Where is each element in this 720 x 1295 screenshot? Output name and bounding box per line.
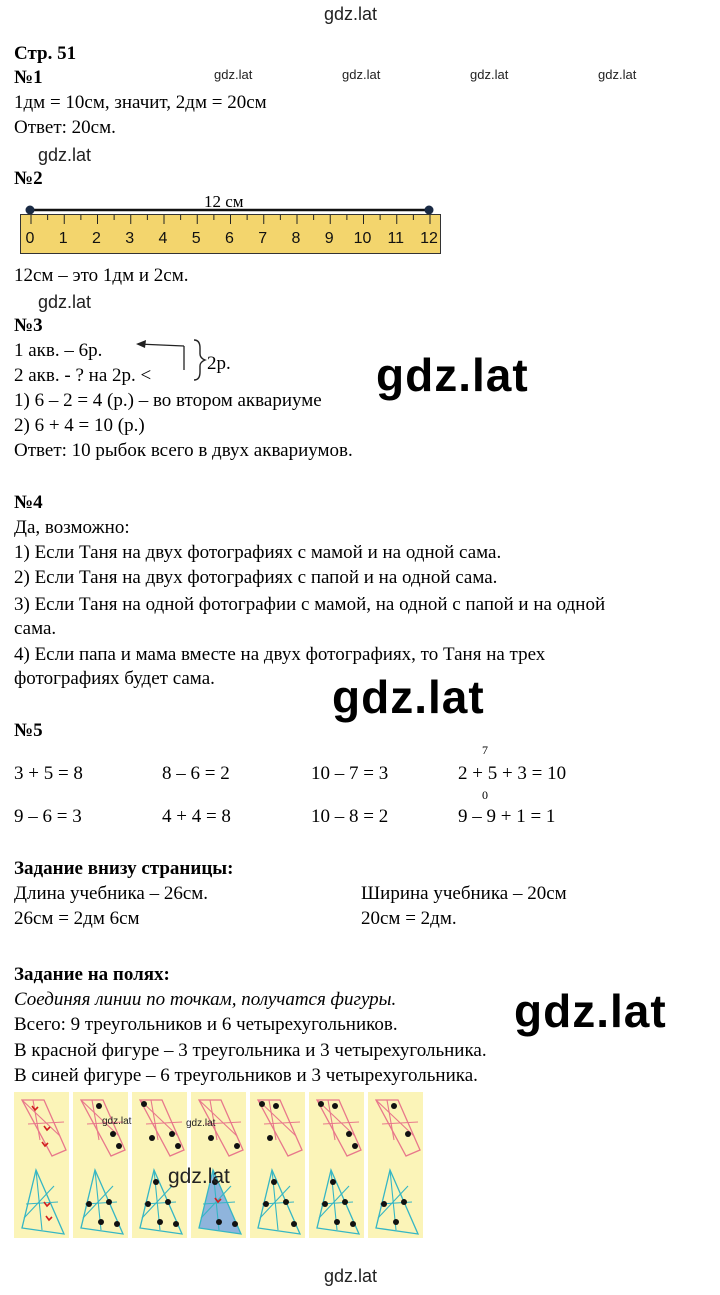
task5-note: 0 xyxy=(482,788,488,802)
comparison-arrow xyxy=(134,336,214,382)
task3-line1: 1 акв. – 6р. xyxy=(14,340,103,361)
ruler-caption: 12 см xyxy=(204,192,244,211)
watermark-top: gdz.lat xyxy=(324,4,378,24)
ruler-tick-label: 7 xyxy=(258,230,268,247)
task3-step1: 1) 6 – 2 = 4 (р.) – во втором аквариуме xyxy=(14,390,322,411)
point xyxy=(393,1219,399,1225)
bottom-task-line: Длина учебника – 26см. xyxy=(14,883,209,904)
point xyxy=(149,1135,155,1141)
margin-task-title: Задание на полях: xyxy=(14,964,170,985)
point xyxy=(267,1135,273,1141)
bottom-task-title: Задание внизу страницы: xyxy=(14,858,234,879)
tile-background xyxy=(14,1092,69,1238)
task4-line: 4) Если папа и мама вместе на двух фотографиях, то Таня на трех xyxy=(14,644,546,665)
task3-step2: 2) 6 + 4 = 10 (р.) xyxy=(14,415,145,436)
point xyxy=(271,1179,277,1185)
point xyxy=(318,1101,324,1107)
page-label: Стр. 51 xyxy=(14,43,77,64)
point xyxy=(273,1103,279,1109)
figure-tile xyxy=(368,1092,423,1238)
watermark: gdz.lat xyxy=(342,67,381,82)
ruler-tick-label: 11 xyxy=(387,230,405,247)
tile-background xyxy=(250,1092,305,1238)
watermark: gdz.lat xyxy=(38,292,92,312)
point xyxy=(291,1221,297,1227)
point xyxy=(391,1103,397,1109)
figure-tile xyxy=(14,1092,69,1238)
task1-line: 1дм = 10см, значит, 2дм = 20см xyxy=(14,92,267,113)
ruler-tick-label: 5 xyxy=(191,230,201,247)
task5-note: 7 xyxy=(482,743,488,757)
watermark: gdz.lat xyxy=(102,1116,132,1127)
ruler-tick-label: 8 xyxy=(291,230,301,247)
watermark: gdz.lat xyxy=(168,1165,230,1188)
point xyxy=(86,1201,92,1207)
ruler-tick-label: 2 xyxy=(92,230,101,247)
task4-line: 2) Если Таня на двух фотографиях с папой и на одной сама. xyxy=(14,567,498,588)
margin-task-line: Всего: 9 треугольников и 6 четырехугольников. xyxy=(14,1014,398,1035)
bottom-task-line: 26см = 2дм 6см xyxy=(14,908,140,929)
point xyxy=(352,1143,358,1149)
equation: 9 – 6 = 3 xyxy=(14,806,82,827)
task4-line: 1) Если Таня на двух фотографиях с мамой и на одной сама. xyxy=(14,542,502,563)
figure-tile xyxy=(250,1092,305,1238)
task4-line: Да, возможно: xyxy=(14,517,130,538)
point xyxy=(216,1219,222,1225)
point xyxy=(141,1101,147,1107)
task4-line: фотографиях будет сама. xyxy=(14,668,215,689)
watermark-large: gdz.lat xyxy=(332,671,485,723)
point xyxy=(283,1199,289,1205)
task2-line: 12см – это 1дм и 2см. xyxy=(14,265,189,286)
watermark-bottom: gdz.lat xyxy=(324,1266,378,1286)
task1-answer: Ответ: 20см. xyxy=(14,117,116,138)
point xyxy=(322,1201,328,1207)
equation: 9 – 9 + 1 = 1 xyxy=(458,806,556,827)
equation: 4 + 4 = 8 xyxy=(162,806,231,827)
bottom-task-line: 20см = 2дм. xyxy=(361,908,457,929)
bottom-task-line: Ширина учебника – 20см xyxy=(361,883,567,904)
ruler-tick-label: 10 xyxy=(353,230,372,247)
point xyxy=(153,1179,159,1185)
point xyxy=(381,1201,387,1207)
watermark: gdz.lat xyxy=(214,67,253,82)
equation: 3 + 5 = 8 xyxy=(14,763,83,784)
task5-title: №5 xyxy=(14,720,43,741)
point xyxy=(169,1131,175,1137)
point xyxy=(114,1221,120,1227)
point xyxy=(110,1131,116,1137)
task2-title: №2 xyxy=(14,168,43,189)
equation: 2 + 5 + 3 = 10 xyxy=(458,763,567,784)
tile-background xyxy=(309,1092,364,1238)
figure-tile xyxy=(309,1092,364,1238)
point xyxy=(208,1135,214,1141)
watermark-large: gdz.lat xyxy=(514,985,667,1037)
point xyxy=(116,1143,122,1149)
point xyxy=(232,1221,238,1227)
point xyxy=(157,1219,163,1225)
task1-title: №1 xyxy=(14,67,43,88)
equation: 8 – 6 = 2 xyxy=(162,763,230,784)
ruler-tick-label: 3 xyxy=(125,230,135,247)
ruler-tick-label: 12 xyxy=(420,230,438,247)
margin-task-line: В красной фигуре – 3 треугольника и 3 четырехугольника. xyxy=(14,1040,487,1061)
point xyxy=(334,1219,340,1225)
point xyxy=(405,1131,411,1137)
point xyxy=(173,1221,179,1227)
point xyxy=(401,1199,407,1205)
point xyxy=(175,1143,181,1149)
tile-background xyxy=(368,1092,423,1238)
watermark: gdz.lat xyxy=(38,145,92,165)
task4-line: 3) Если Таня на одной фотографии с мамой, на одной с папой и на одной xyxy=(14,594,606,615)
task4-title: №4 xyxy=(14,492,43,513)
point xyxy=(98,1219,104,1225)
point xyxy=(234,1143,240,1149)
point xyxy=(259,1101,265,1107)
point xyxy=(165,1199,171,1205)
figure-tile xyxy=(73,1092,128,1238)
watermark: gdz.lat xyxy=(598,67,637,82)
point xyxy=(96,1103,102,1109)
task3-line2: 2 акв. - ? на 2р. < xyxy=(14,365,152,386)
watermark-large: gdz.lat xyxy=(376,349,529,401)
point xyxy=(350,1221,356,1227)
point xyxy=(330,1179,336,1185)
equation: 10 – 8 = 2 xyxy=(311,806,389,827)
task4-line: сама. xyxy=(14,618,57,639)
ruler-tick-label: 1 xyxy=(58,230,68,247)
point xyxy=(346,1131,352,1137)
margin-task-line: Соединяя линии по точкам, получатся фигуры. xyxy=(14,989,397,1010)
task3-title: №3 xyxy=(14,315,43,336)
ruler-tick-label: 0 xyxy=(25,230,35,247)
ruler-tick-label: 4 xyxy=(158,230,168,247)
point xyxy=(145,1201,151,1207)
point xyxy=(332,1103,338,1109)
brace-label: 2р. xyxy=(207,353,231,374)
watermark: gdz.lat xyxy=(470,67,509,82)
margin-task-line: В синей фигуре – 6 треугольников и 3 четырехугольника. xyxy=(14,1065,478,1086)
equation: 10 – 7 = 3 xyxy=(311,763,389,784)
ruler-tick-label: 9 xyxy=(324,230,334,247)
point xyxy=(106,1199,112,1205)
point xyxy=(263,1201,269,1207)
watermark: gdz.lat xyxy=(186,1118,216,1129)
point xyxy=(342,1199,348,1205)
tile-background xyxy=(73,1092,128,1238)
task3-answer: Ответ: 10 рыбок всего в двух аквариумов. xyxy=(14,440,353,461)
ruler-tick-label: 6 xyxy=(225,230,234,247)
